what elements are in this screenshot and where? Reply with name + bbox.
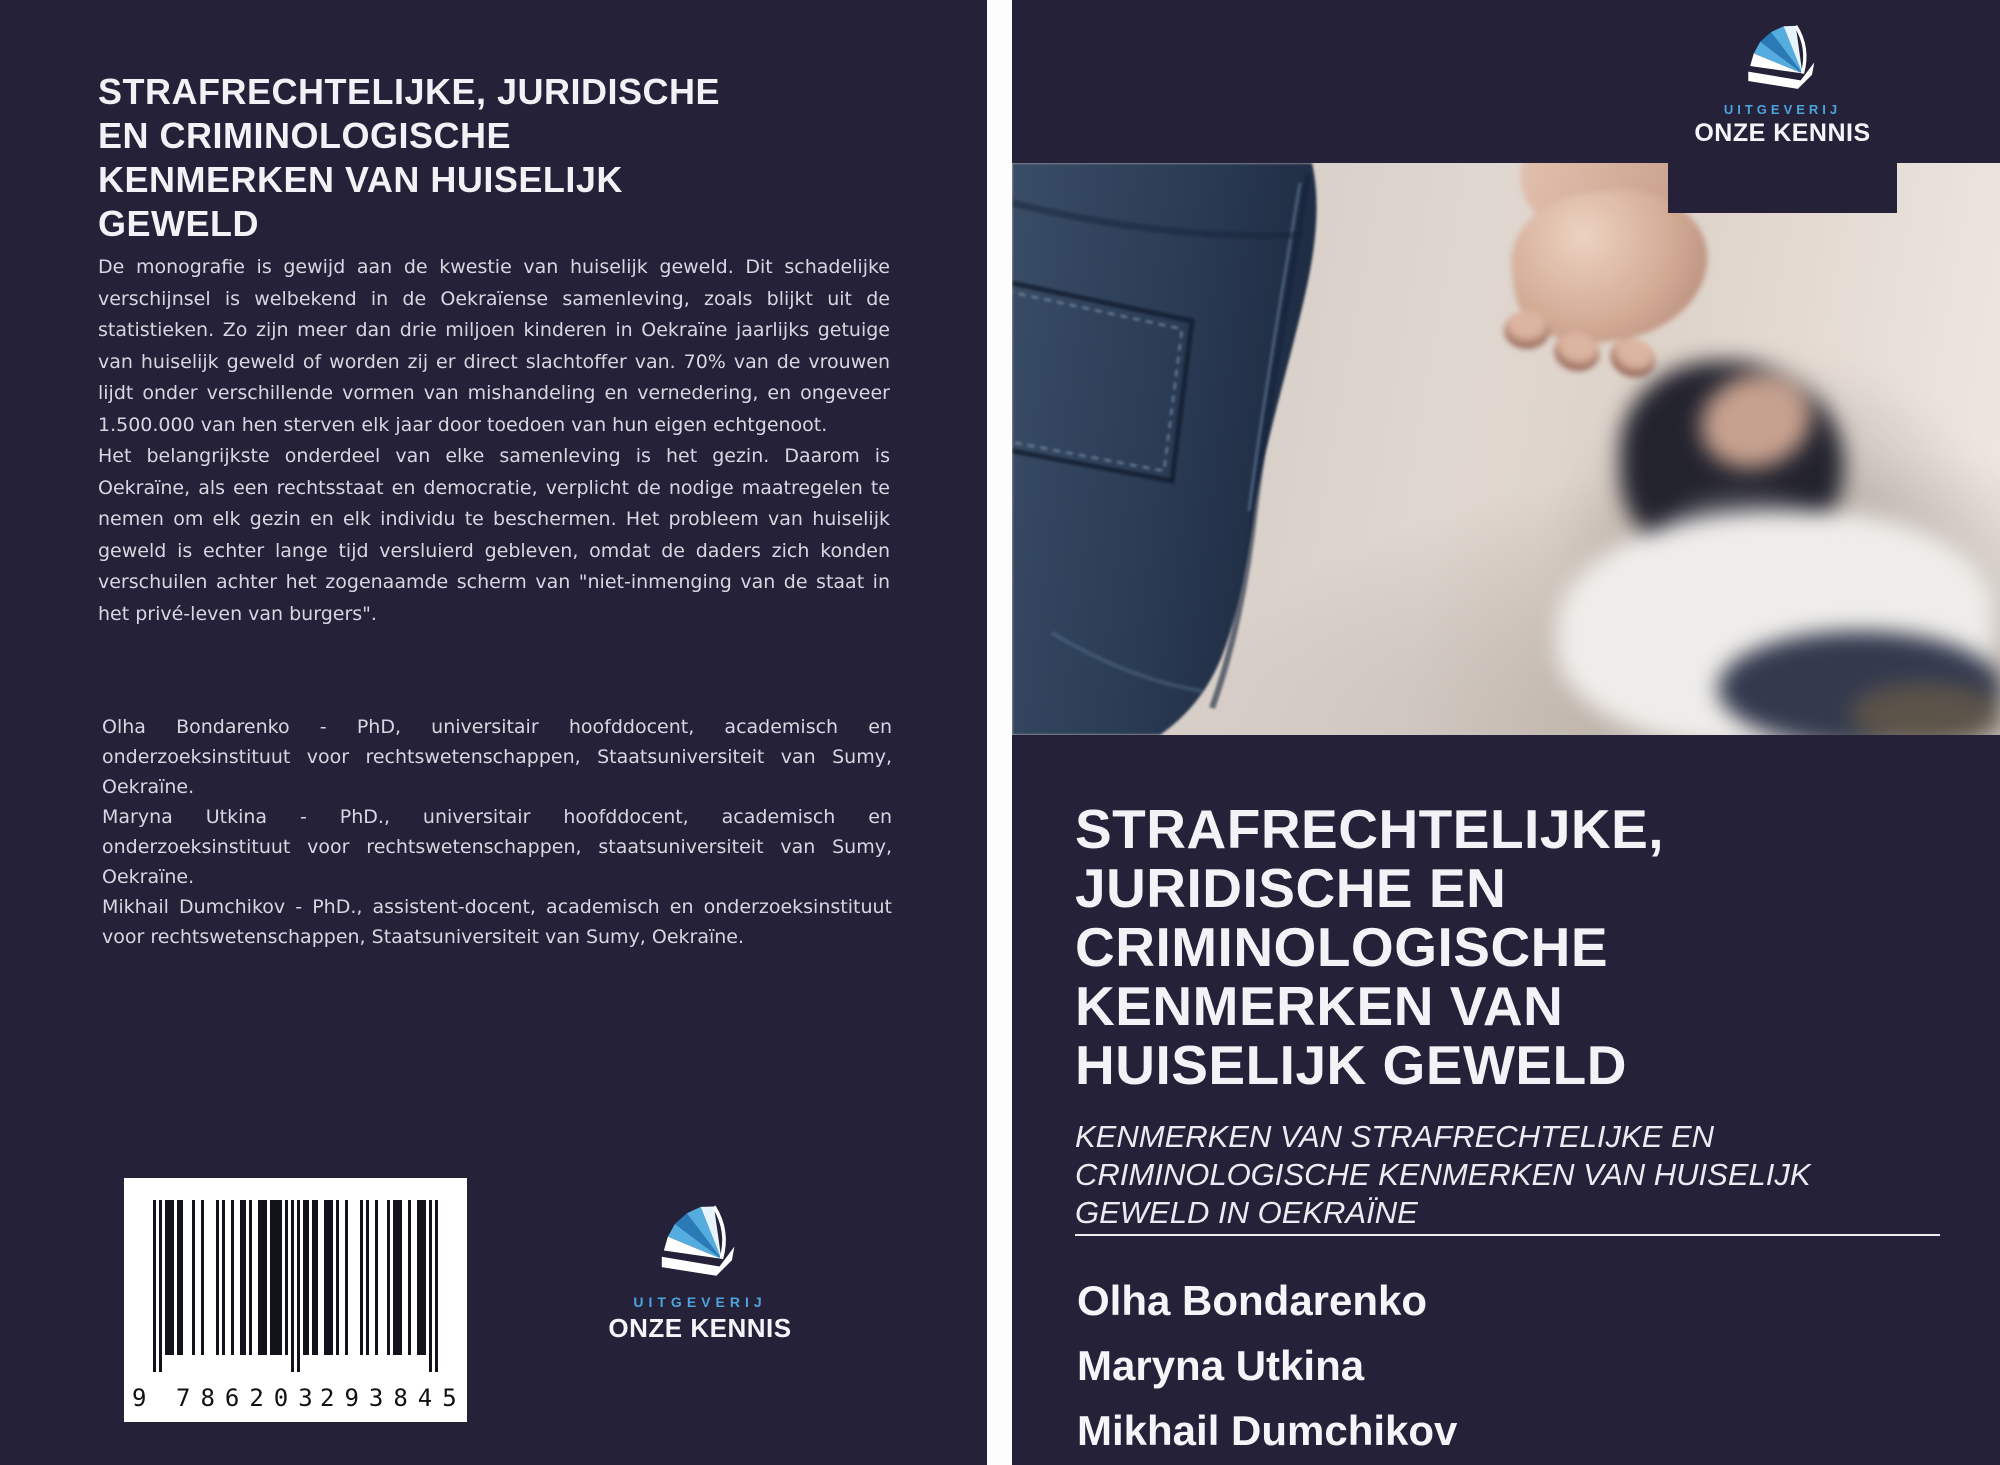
subtitle-line: GEWELD IN OEKRAÏNE: [1075, 1195, 1418, 1230]
back-title-line: KENMERKEN VAN HUISELIJK: [98, 159, 623, 200]
publisher-logo: [520, 1200, 880, 1344]
front-title-line: HUISELIJK GEWELD: [1075, 1034, 1627, 1096]
publisher-name-top: UITGEVERIJ: [633, 1294, 767, 1310]
front-cover-subtitle: [1075, 1118, 1940, 1236]
front-cover-authors: [1077, 1268, 1457, 1463]
description-paragraph: Het belangrijkste onderdeel van elke samenleving is het gezin. Daarom is Oekraïne, als een rechtsstaat en democratie, verplicht de nodige maatregelen te nemen om elk gezin en elk individu te beschermen. Het probleem van huiselijk geweld is echter lange tijd versluierd gebleven, omdat de daders zich konden verschuilen achter het zogenaamde scherm van "niet-inmenging van de staat in het privé-leven van burgers".: [98, 445, 890, 625]
author-bios: [102, 712, 892, 952]
barcode-digits-right: 293845: [320, 1384, 467, 1412]
front-title-line: CRIMINOLOGISCHE: [1075, 916, 1609, 978]
cover-photo: [1012, 163, 2000, 735]
front-cover: [1012, 0, 2000, 1465]
back-cover-description: [98, 252, 890, 630]
author-bio: Olha Bondarenko - PhD, universitair hoofddocent, academisch en onderzoeksinstituut voor rechtswetenschappen, Staatsuniversiteit van Sumy, Oekraïne.: [102, 716, 892, 798]
author-bio: Maryna Utkina - PhD., universitair hoofddocent, academisch en onderzoeksinstituut voor rechtswetenschappen, staatsuniversiteit van Sumy, Oekraïne.: [102, 806, 892, 888]
front-title-line: KENMERKEN VAN: [1075, 975, 1564, 1037]
open-book-icon: [656, 1200, 744, 1288]
barcode-bars-icon: [153, 1200, 438, 1372]
publisher-logo-front: [1668, 0, 1897, 213]
author-name: Olha Bondarenko: [1077, 1277, 1428, 1324]
author-bio: Mikhail Dumchikov - PhD., assistent-docent, academisch en onderzoeksinstituut voor rechtswetenschappen, Staatsuniversiteit van Sumy, Oekraïne.: [102, 896, 892, 948]
publisher-name-bottom: ONZE KENNIS: [1694, 119, 1871, 147]
spine-divider: [987, 0, 1012, 1465]
back-cover: [0, 0, 987, 1465]
open-book-icon: [1743, 20, 1823, 100]
isbn-barcode: [124, 1178, 467, 1422]
front-cover-title: [1075, 800, 1664, 1095]
author-name: Mikhail Dumchikov: [1077, 1407, 1458, 1454]
subtitle-line: KENMERKEN VAN STRAFRECHTELIJKE EN: [1075, 1119, 1715, 1154]
subtitle-line: CRIMINOLOGISCHE KENMERKEN VAN HUISELIJK: [1075, 1157, 1811, 1192]
publisher-name-top: UITGEVERIJ: [1723, 102, 1842, 117]
barcode-digits-left: 786203: [176, 1384, 323, 1412]
knuckle-shape: [1504, 311, 1550, 349]
back-title-line: EN CRIMINOLOGISCHE: [98, 115, 512, 156]
barcode-digit: 9: [132, 1384, 147, 1412]
back-title-line: GEWELD: [98, 203, 259, 244]
front-title-line: JURIDISCHE EN: [1075, 857, 1507, 919]
back-cover-title: [98, 70, 798, 246]
publisher-name-bottom: ONZE KENNIS: [608, 1313, 792, 1343]
back-title-line: STRAFRECHTELIJKE, JURIDISCHE: [98, 71, 721, 112]
foot-shape: [1850, 683, 2000, 735]
description-paragraph: De monografie is gewijd aan de kwestie van huiselijk geweld. Dit schadelijke verschijnsel is welbekend in de Oekraïense samenleving, zoals blijkt uit de statistieken. Zo zijn meer dan drie miljoen kinderen in Oekraïne jaarlijks getuige van huiselijk geweld of worden zij er direct slachtoffer van. 70% van de vrouwen lijdt onder verschillende vormen van mishandeling en vernedering, en ongeveer 1.500.000 van hen sterven elk jaar door toedoen van hun eigen echtgenoot.: [98, 256, 890, 436]
author-name: Maryna Utkina: [1077, 1342, 1365, 1389]
front-title-line: STRAFRECHTELIJKE,: [1075, 798, 1665, 860]
